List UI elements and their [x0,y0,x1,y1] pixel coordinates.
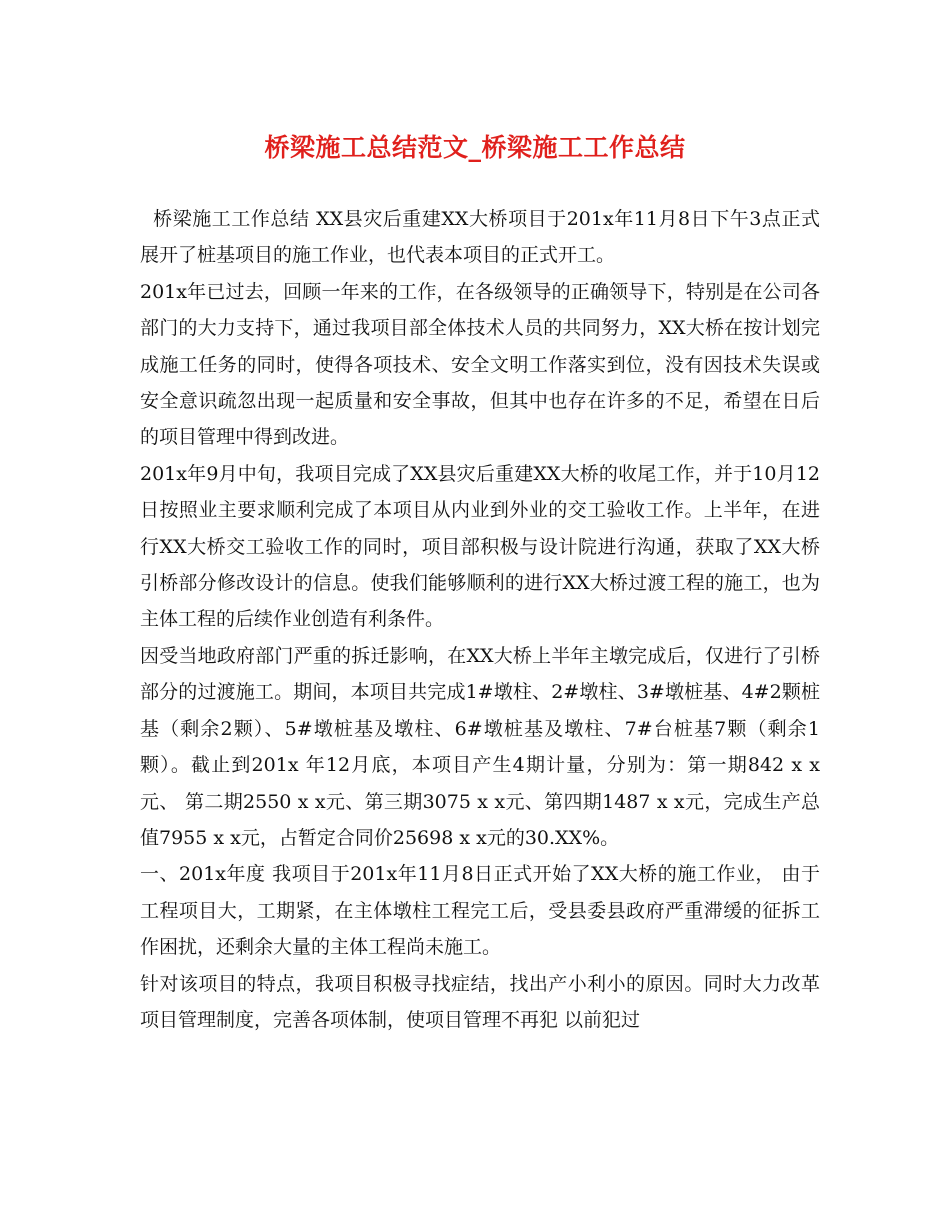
paragraph-progress: 因受当地政府部门严重的拆迁影响，在XX大桥上半年主墩完成后，仅进行了引桥部分的过渡施工。期间，本项目共完成1#墩柱、2#墩柱、3#墩桩基、4#2颗桩基（剩余2颗）、5#墩桩基及墩柱、6#墩桩基及墩柱、7#台桩基7颗（剩余1颗）。截止到201x 年12月底，本项目产生4期计量，分别为：第一期842 x x元、 第二期2550 x x元、第三期3075 x x元、第四期1487 x x元，完成生产总值7955 x x元，占暂定合同价25698 x x元的30.XX%。 [140,644,820,849]
paragraph-acceptance: 201x年9月中旬，我项目完成了XX县灾后重建XX大桥的收尾工作，并于10月12日按照业主要求顺利完成了本项目从内业到外业的交工验收工作。上半年，在进行XX大桥交工验收工作的同时，项目部积极与设计院进行沟通，获取了XX大桥引桥部分修改设计的信息。使我们能够顺利的进行XX大桥过渡工程的施工，也为主体工程的后续作业创造有利条件。 [140,462,820,631]
document-title: 桥梁施工总结范文_桥梁施工工作总结 [264,133,686,162]
paragraph-review: 201x年已过去，回顾一年来的工作，在各级领导的正确领导下，特别是在公司各部门的大力支持下，通过我项目部全体技术人员的共同努力，XX大桥在按计划完成施工任务的同时，使得各项技术、安全文明工作落实到位，没有因技术失误或安全意识疏忽出现一起质量和安全事故，但其中也存在许多的不足，希望在日后的项目管理中得到改进。 [140,280,820,449]
paragraph-intro: 桥梁施工工作总结 XX县灾后重建XX大桥项目于201x年11月8日下午3点正式展开了桩基项目的施工作业，也代表本项目的正式开工。 [140,208,820,267]
paragraph-section-one: 一、201x年度 我项目于201x年11月8日正式开始了XX大桥的施工作业， 由于工程项目大，工期紧，在主体墩柱工程完工后，受县委县政府严重滞缓的征拆工作困扰，还剩余大量的主体工程尚未施工。 [140,863,820,959]
paragraph-measures: 针对该项目的特点，我项目积极寻找症结，找出产小利小的原因。同时大力改革项目管理制度，完善各项体制，使项目管理不再犯 以前犯过 [140,972,820,1031]
document-body [140,201,820,1038]
